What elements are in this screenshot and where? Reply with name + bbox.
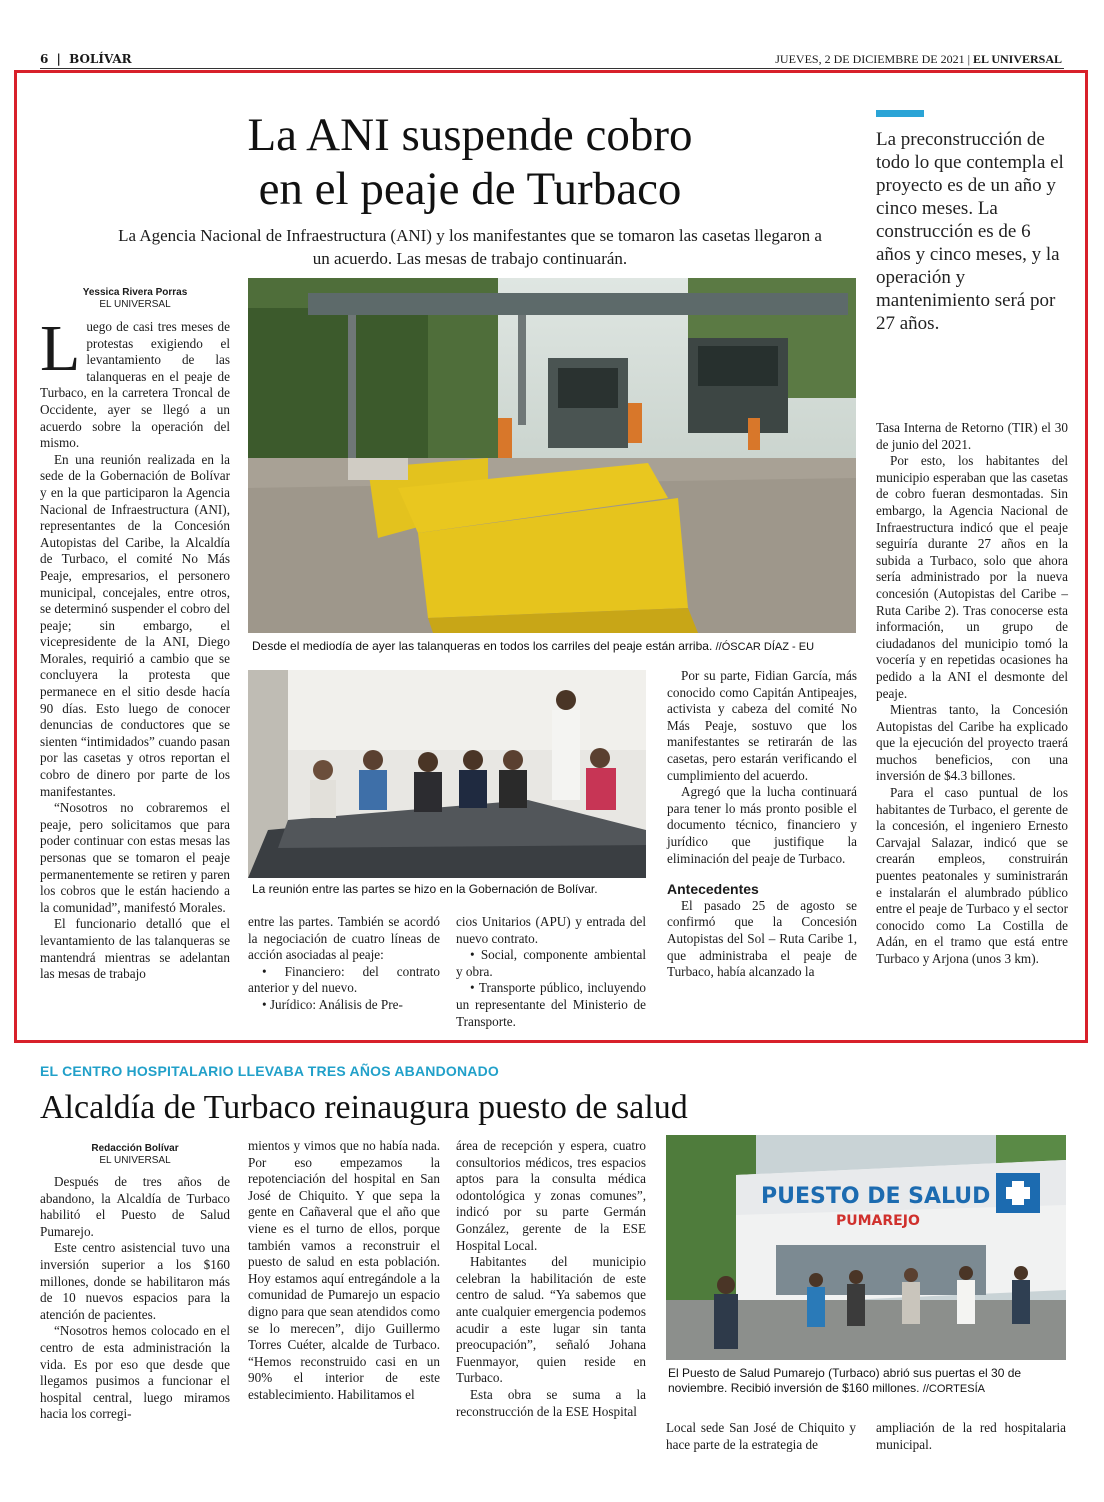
page-number: 6 [40, 52, 49, 66]
photo1-credit: //ÓSCAR DÍAZ - EU [715, 641, 815, 653]
article-column-1: Luego de casi tres meses de protestas exigiendo el levantamiento de las talanqueras en el peaje de Turbaco, en la carretera Troncal de Occidente, ayer se llegó a un acuerdo sobre la operación del mismo. En una reunión realizada en la sede de la Gobernación de Bolívar y en la que participaron la Agencia Nacional de Infraestructura (ANI), representantes de la Concesión Autopistas del Caribe, la Alcaldía de Turbaco, el comité No Más Peaje, empresarios, el personero municipal, concejales, entre otros, se determinó suspender el cobro del peaje; sin embargo, el vicepresidente de la ANI, Diego Morales, requirió a cambio que se concluyera la protesta que permanece en el sitio desde hacía 90 días. Esto luego de conocer denuncias de conductores que se sienten “intimidados” cuando pasan por las casetas y otros reportan el cobro de dinero por parte de los manifestantes. “Nosotros no cobraremos el peaje, pero solicitamos que para poder continuar con estas mesas las personas que se tomaron el peaje permanentemente se retiren y paren los cobros que le están haciendo a la comunidad”, manifestó Morales. El funcionario detalló que el levantamiento de las talanqueras se mantendrá mientras se adelantan las mesas de trabajo [40, 312, 230, 982]
photo2-caption: La reunión entre las partes se hizo en la Gobernación de Bolívar. [252, 882, 598, 896]
article-column-4: Por su parte, Fidian García, más conocido como Capitán Antipeajes, activista y cabeza del comité No Más Peaje, sostuvo que los manifestantes se retirarán de las casetas, pero estarán verificando el cumplimiento del acuerdo. Agregó que la lucha continuará para tener lo más pronto posible el documento técnico, financiero y jurídico que justifique la eliminación del peaje de Turbaco. Antecedentes El pasado 25 de agosto se confirmó que la Concesión Autopistas del Sol – Ruta Caribe 1, que administraba el peaje de Turbaco, había alcanzado la [667, 668, 857, 980]
page-header-right: JUEVES, 2 DE DICIEMBRE DE 2021 | EL UNIVERSAL [775, 52, 1062, 66]
article2-outlet: EL UNIVERSAL [99, 1155, 171, 1166]
article-column-2: entre las partes. También se acordó la negociación de cuatro líneas de acción asociadas al peaje: • Financiero: del contrato anterior y del nuevo. • Jurídico: Análisis de Pre- [248, 914, 440, 1012]
toll-booth-photo [248, 278, 856, 633]
article2-column-3: área de recepción y espera, cuatro consultorios médicos, tres espacios aptos para la consulta médica odontológica y zonas comunes”, indicó por su parte Germán González, gerente de la ESE Hospital Local. Habitantes del municipio celebran la habilitación de este centro de salud. “Ya sabemos que ante cualquier emergencia podemos acudir a este lugar sin tanta preocupación”, señaló Johana Fuenmayor, quien reside en Turbaco. Esta obra se suma a la reconstrucción de la ESE Hospital [456, 1138, 646, 1419]
pullquote: La preconstrucción de todo lo que contempla el proyecto es de un año y cinco meses. La construcción es de 6 años y cinco meses, y la operación y mantenimiento será por 27 años. [876, 129, 1064, 334]
article-column-5: Tasa Interna de Retorno (TIR) el 30 de junio del 2021. Por esto, los habitantes del municipio esperaban que las casetas de cobro fueran desmontadas. Sin embargo, la Agencia Nacional de Infraestructura indicó que el peaje seguiría durante 27 años en la subida a Turbaco, solo que ahora sería administrado por la nueva concesión (Autopistas del Caribe – Ruta Caribe 2). Tras conocerse esta información, un grupo de ciudadanos del municipio tomó la vocería y en repetidas ocasiones ha pedido a la ANI el desmonte del peaje. Mientras tanto, la Concesión Autopistas del Caribe ha explicado que la ejecución del proyecto traerá muchos beneficios, con una inversión de $4.3 billones. Para el caso puntual de los habitantes de Turbaco, el gerente de la concesión, el ingeniero Ernesto Carvajal Salazar, indicó que se crearán empleos, construirán puentes peatonales y suministrarán e instalarán el alumbrado público entre el peaje de Turbaco y el sector conocido como La Costilla de Adán, en el tramo que está entre Turbaco y Arjona (unos 3 km). [876, 420, 1068, 966]
article2-author: Redacción Bolívar [91, 1143, 179, 1154]
antecedentes-subhead: Antecedentes [667, 881, 759, 898]
paper-name: EL UNIVERSAL [972, 52, 1062, 66]
meeting-photo [248, 670, 646, 878]
article2-column-4: Local sede San José de Chiquito y hace parte de la estrategia de [666, 1420, 856, 1452]
photo3-caption: El Puesto de Salud Pumarejo (Turbaco) abrió sus puertas el 30 de noviembre. Recibió inversión de $160 millones. //CORTESÍA [668, 1366, 1022, 1395]
article2-kicker: EL CENTRO HOSPITALARIO LLEVABA TRES AÑOS ABANDONADO [40, 1063, 499, 1079]
pullquote-accent-bar [876, 110, 924, 117]
issue-date: JUEVES, 2 DE DICIEMBRE DE 2021 [775, 52, 965, 66]
drop-cap: L [40, 312, 81, 385]
article2-column-2: mientos y vimos que no había nada. Por eso empezamos la repotenciación del hospital en San José de Chiquito. Y que sepa la gente en Cañaveral que el año que viene es el turno de ellos, porque también vamos a reconstruir el puesto de salud en esta población. Hoy estamos aquí entregándole a la comunidad de Pumarejo un espacio digno para que sean atendidos como se lo merecen”, dijo Guillermo Torres Cuéter, alcalde de Turbaco. “Hemos reconstruido casi en un 90% el interior de este establecimiento. Habilitamos el [248, 1138, 440, 1402]
article-headline: La ANI suspende cobro en el peaje de Turbaco [247, 109, 693, 215]
article-deck: La Agencia Nacional de Infraestructura (ANI) y los manifestantes que se tomaron las casetas llegaron a un acuerdo. Las mesas de trabajo continuarán. [118, 226, 822, 268]
health-post-sign-sub: PUMAREJO [836, 1213, 920, 1229]
article2-column-1: Después de tres años de abandono, la Alcaldía de Turbaco habilitó el Puesto de Salud Pumarejo. Este centro asistencial tuvo una inversión superior a los $160 millones, donde se habilitaron más de 10 nuevos espacios para la atención de pacientes. “Nosotros hemos colocado en el centro de esta administración la vida. Es por eso que desde que llegamos pusimos a funcionar el hospital central, luego miramos hacia los corregi- [40, 1174, 230, 1422]
article-byline [40, 287, 230, 311]
header-rule [40, 68, 1064, 69]
article2-byline [40, 1143, 230, 1167]
photo3-credit: //CORTESÍA [922, 1383, 985, 1395]
health-post-sign: PUESTO DE SALUD [761, 1184, 991, 1209]
article2-headline: Alcaldía de Turbaco reinaugura puesto de salud [40, 1089, 688, 1126]
author-name: Yessica Rivera Porras [82, 287, 188, 298]
article-column-3: cios Unitarios (APU) y entrada del nuevo contrato. • Social, componente ambiental y obra. • Transporte público, incluyendo un representante del Ministerio de Transporte. [456, 914, 646, 1029]
page-header-left: 6 | BOLÍVAR [40, 52, 132, 66]
section-name: BOLÍVAR [69, 52, 132, 66]
health-post-photo [666, 1135, 1066, 1360]
author-outlet: EL UNIVERSAL [99, 299, 171, 310]
photo1-caption: Desde el mediodía de ayer las talanqueras en todos los carriles del peaje están arriba. //ÓSCAR DÍAZ - EU [252, 639, 815, 653]
article2-column-5: ampliación de la red hospitalaria municipal. [876, 1420, 1066, 1452]
